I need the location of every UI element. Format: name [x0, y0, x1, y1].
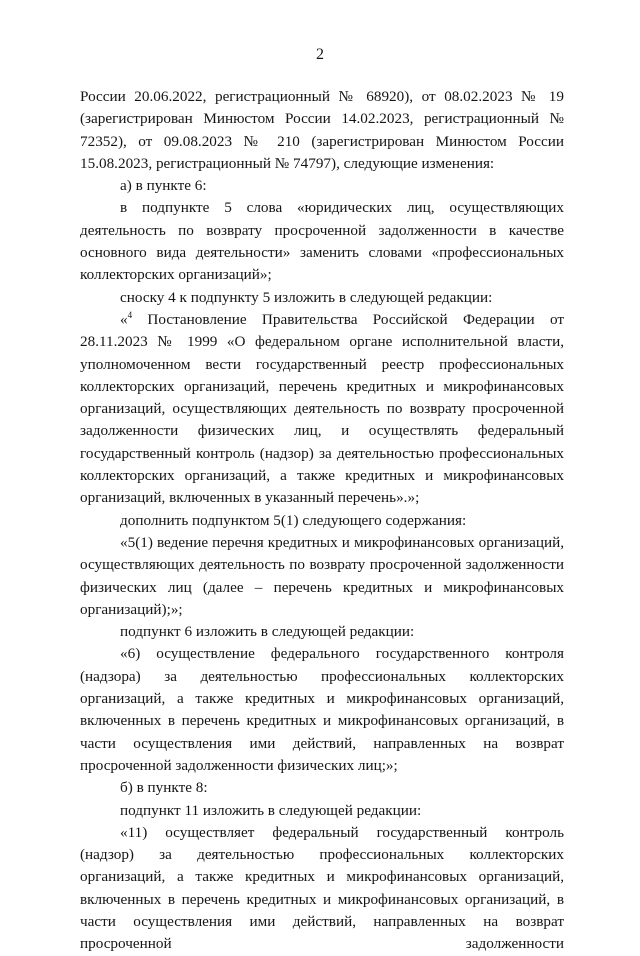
paragraph-footnote-4-intro: сноску 4 к подпункту 5 изложить в следующей редакции: [120, 288, 493, 306]
paragraph-subitem-11-intro: подпункт 11 изложить в следующей редакции: [120, 801, 422, 819]
paragraph-subitem-5-1-text: «5(1) ведение перечня кредитных и микрофинансовых организаций, осуществляющих деятельность по возврату просроченной задолженности физических лиц (далее – перечень кредитных и микрофинансовых организаций);»; [80, 533, 564, 618]
paragraph-item-a: а) в пункте 6: [120, 177, 207, 195]
footnote-open-quote: « [120, 310, 128, 328]
document-body [80, 86, 564, 956]
footnote-body: Постановление Правительства Российской Федерации от 28.11.2023 № 1999 «О федеральном органе исполнительной власти, уполномоченном вести государственный реестр профессиональных коллекторских организаций, перечень кредитных и микрофинансовых организаций, осуществляющих деятельность по возврату просроченной задолженности физических лиц, и осуществлять федеральный государственный контроль (надзор) за деятельностью профессиональных коллекторских организаций, а также кредитных и микрофинансовых организаций, включенных в указанный перечень».»; [80, 310, 564, 507]
paragraph-footnote-4-text [80, 309, 564, 510]
paragraph-subitem-11-text: «11) осуществляет федеральный государственный контроль (надзор) за деятельностью профессиональных коллекторских организаций, а также кредитных и микрофинансовых организаций, включенных в перечень кредитных и микрофинансовых организаций, в части осуществления ими действий, направленных на возврат просроченной задолженности [80, 823, 564, 953]
paragraph-subitem-6-text: «6) осуществление федерального государственного контроля (надзора) за деятельностью профессиональных коллекторских организаций, а также кредитных и микрофинансовых организаций, включенных в перечень кредитных и микрофинансовых организаций, в части осуществления ими действий, направленных на возврат просроченной задолженности физических лиц;»; [80, 645, 564, 774]
paragraph-subitem-6-intro: подпункт 6 изложить в следующей редакции: [120, 623, 415, 641]
paragraph-item-b: б) в пункте 8: [120, 779, 208, 797]
paragraph-subitem-5-words: в подпункте 5 слова «юридических лиц, осуществляющих деятельность по возврату просроченной задолженности в качестве основного вида деятельности» заменить словами «профессиональных коллекторских организаций»; [80, 199, 564, 284]
page-number: 2 [316, 46, 324, 63]
footnote-marker: 4 [127, 309, 133, 320]
paragraph-continuation: России 20.06.2022, регистрационный № 68920), от 08.02.2023 № 19 (зарегистрирован Минюстом России 14.02.2023, регистрационный № 72352), от 09.08.2023 № 210 (зарегистрирован Минюстом России 15.08.2023, регистрационный № 74797), следующие изменения: [80, 88, 564, 172]
paragraph-add-subitem-5-1-intro: дополнить подпунктом 5(1) следующего содержания: [120, 511, 467, 529]
